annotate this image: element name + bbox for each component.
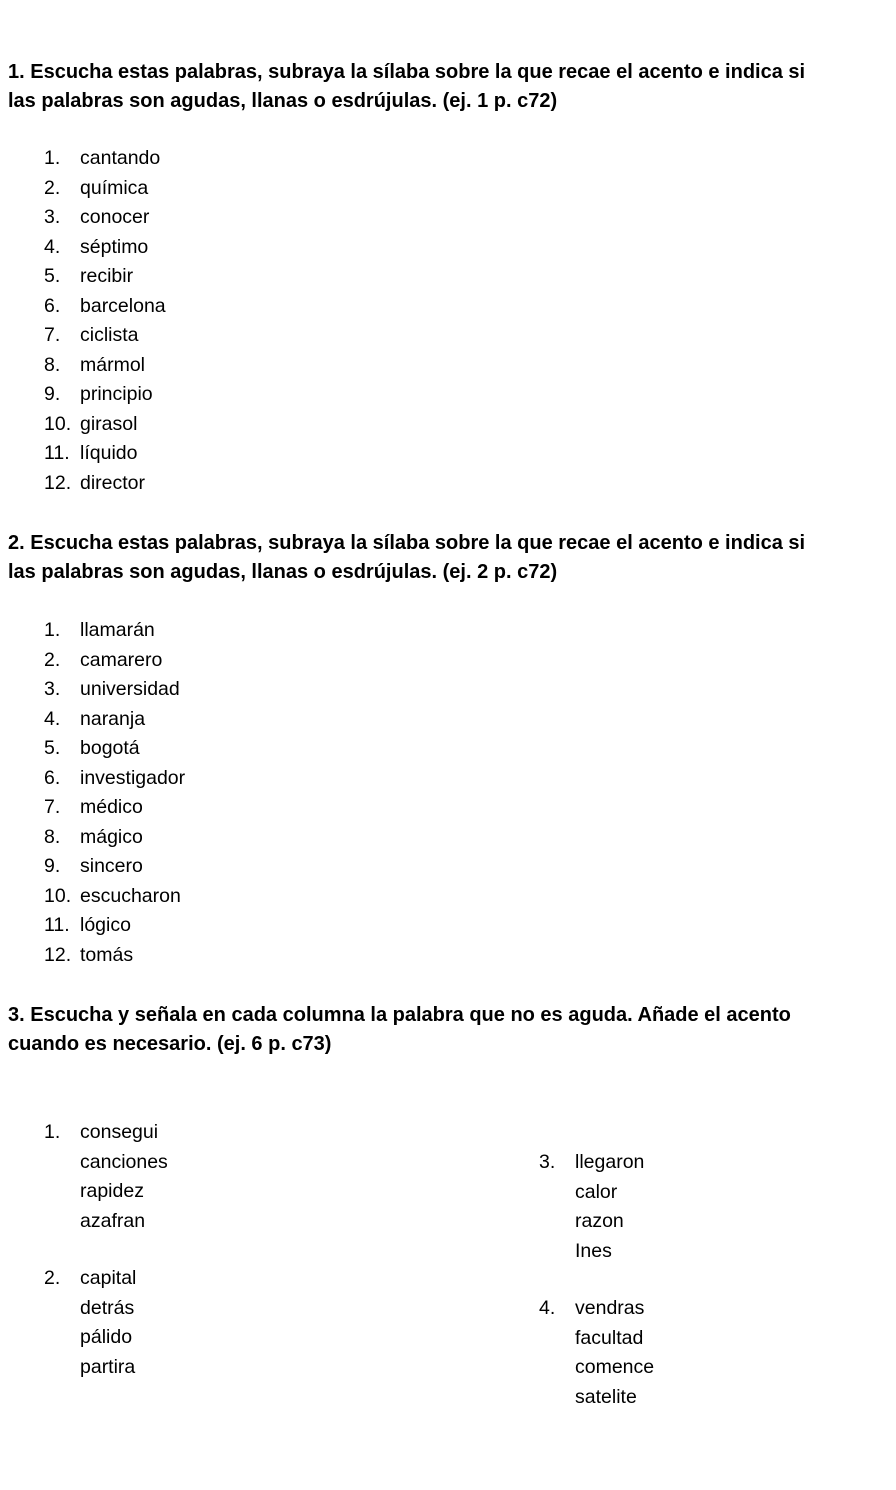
- item-word: séptimo: [80, 235, 149, 258]
- item-word: lógico: [80, 914, 131, 936]
- item-number: 6.: [44, 294, 61, 317]
- item-word: sincero: [80, 855, 143, 877]
- item-number: 9.: [44, 855, 61, 877]
- list-item: [44, 646, 185, 676]
- item-word: investigador: [80, 766, 186, 789]
- group-word: detrás: [80, 1296, 135, 1319]
- group-word: azafran: [80, 1209, 146, 1232]
- list-item: [44, 351, 166, 381]
- list-item: [44, 911, 185, 941]
- exercise-2-title-line-2: las palabras son agudas, llanas o esdrújulas. (ej. 2 p. c72): [8, 561, 558, 583]
- list-item: [44, 469, 166, 499]
- list-item: [44, 852, 185, 882]
- exercise-2-title-line-1: 2. Escucha estas palabras, subraya la sílaba sobre la que recae el acento e indica si: [8, 532, 806, 554]
- list-item: [44, 882, 185, 912]
- exercise-2-word-list: [44, 616, 185, 970]
- item-number: 12.: [44, 943, 72, 966]
- word-group-3: [539, 1148, 839, 1266]
- group-number: 1.: [44, 1121, 61, 1143]
- list-item: [44, 616, 185, 646]
- item-number: 10.: [44, 412, 72, 435]
- item-number: 11.: [44, 914, 70, 936]
- group-word: consegui: [80, 1121, 159, 1143]
- item-word: médico: [80, 796, 143, 818]
- group-word: facultad: [575, 1326, 644, 1349]
- item-number: 5.: [44, 265, 61, 287]
- item-word: naranja: [80, 707, 146, 730]
- item-number: 3.: [44, 678, 61, 700]
- item-number: 8.: [44, 825, 61, 848]
- item-number: 9.: [44, 383, 61, 405]
- item-number: 2.: [44, 176, 61, 199]
- list-item: [44, 410, 166, 440]
- group-number: 4.: [539, 1297, 556, 1319]
- item-word: girasol: [80, 412, 138, 435]
- exercise-1-title-line-2: las palabras son agudas, llanas o esdrújulas. (ej. 1 p. c72): [8, 90, 558, 112]
- list-item: [44, 439, 166, 469]
- item-number: 6.: [44, 766, 61, 789]
- list-item: [44, 144, 166, 174]
- item-number: 1.: [44, 619, 61, 641]
- list-item: [44, 203, 166, 233]
- item-number: 8.: [44, 353, 61, 376]
- exercise-1-title: [8, 58, 896, 116]
- item-number: 2.: [44, 648, 61, 671]
- item-number: 1.: [44, 147, 61, 169]
- list-item: [44, 941, 185, 971]
- item-word: universidad: [80, 678, 180, 700]
- group-word: capital: [80, 1267, 137, 1289]
- exercise-3-title-line-1: 3. Escucha y señala en cada columna la palabra que no es aguda. Añade el acento: [8, 1004, 791, 1026]
- exercise-1-title-line-1: 1. Escucha estas palabras, subraya la sílaba sobre la que recae el acento e indica si: [8, 61, 806, 83]
- list-item: [44, 675, 185, 705]
- item-number: 5.: [44, 737, 61, 759]
- group-word: partira: [80, 1355, 136, 1378]
- item-number: 11.: [44, 442, 70, 464]
- group-word: razon: [575, 1210, 624, 1232]
- item-number: 10.: [44, 884, 72, 907]
- exercise-1-word-list: [44, 144, 166, 498]
- exercise-3-title-line-2: cuando es necesario. (ej. 6 p. c73): [8, 1033, 332, 1055]
- list-item: [44, 734, 185, 764]
- item-word: ciclista: [80, 324, 139, 346]
- group-number: 3.: [539, 1151, 556, 1173]
- item-word: llamarán: [80, 619, 155, 641]
- item-number: 4.: [44, 707, 61, 730]
- item-word: escucharon: [80, 884, 181, 907]
- exercise-2-title: [8, 529, 896, 587]
- exercise-3-title: [8, 1001, 896, 1059]
- list-item: [44, 292, 166, 322]
- item-word: camarero: [80, 648, 163, 671]
- item-number: 3.: [44, 206, 61, 228]
- group-word: calor: [575, 1180, 618, 1203]
- word-group-4: [539, 1294, 839, 1412]
- item-word: conocer: [80, 206, 150, 228]
- list-item: [44, 321, 166, 351]
- group-word: rapidez: [80, 1180, 144, 1202]
- group-word: satelite: [575, 1385, 637, 1408]
- list-item: [44, 793, 185, 823]
- group-word: vendras: [575, 1297, 645, 1319]
- item-word: líquido: [80, 442, 138, 464]
- list-item: [44, 174, 166, 204]
- group-number: 2.: [44, 1267, 61, 1289]
- item-word: mármol: [80, 353, 146, 376]
- item-number: 7.: [44, 796, 61, 818]
- item-word: química: [80, 176, 149, 199]
- item-word: director: [80, 471, 146, 494]
- item-word: barcelona: [80, 294, 166, 317]
- item-word: recibir: [80, 265, 134, 287]
- item-word: tomás: [80, 943, 134, 966]
- list-item: [44, 233, 166, 263]
- list-item: [44, 705, 185, 735]
- list-item: [44, 823, 185, 853]
- group-word: llegaron: [575, 1151, 645, 1173]
- item-number: 4.: [44, 235, 61, 258]
- group-word: canciones: [80, 1150, 168, 1173]
- item-number: 7.: [44, 324, 61, 346]
- group-word: Ines: [575, 1239, 612, 1262]
- item-word: principio: [80, 383, 153, 405]
- list-item: [44, 380, 166, 410]
- group-word: pálido: [80, 1326, 133, 1348]
- word-group-2: [44, 1264, 444, 1382]
- list-item: [44, 764, 185, 794]
- item-number: 12.: [44, 471, 72, 494]
- item-word: bogotá: [80, 737, 140, 759]
- item-word: cantando: [80, 147, 161, 169]
- item-word: mágico: [80, 825, 143, 848]
- group-word: comence: [575, 1356, 655, 1378]
- list-item: [44, 262, 166, 292]
- word-group-1: [44, 1118, 444, 1236]
